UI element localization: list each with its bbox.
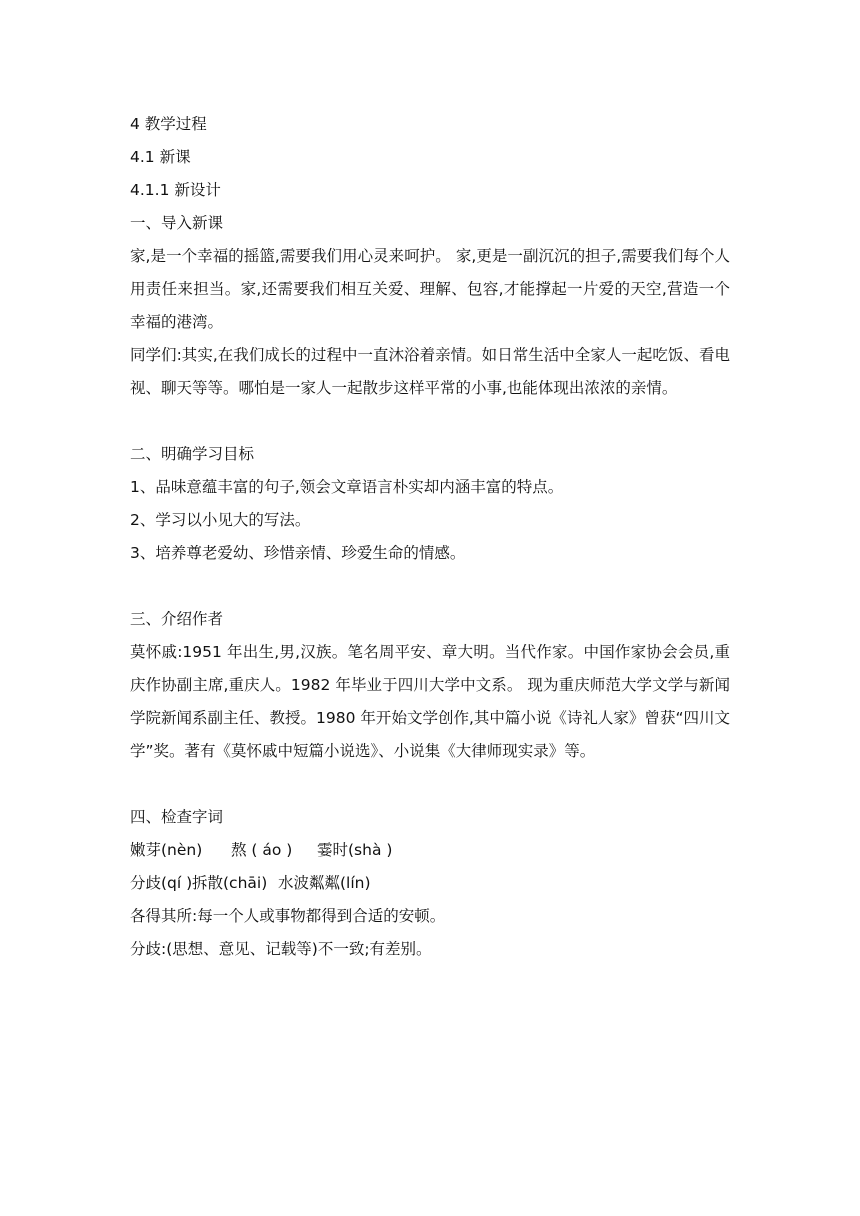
- section-title-vocab: 四、检查字词: [130, 808, 224, 826]
- vocab-item: 嫩芽(nèn): [130, 841, 203, 859]
- spacer: [130, 405, 730, 438]
- intro-paragraph-2: 同学们:其实,在我们成长的过程中一直沐浴着亲情。如日常生活中全家人一起吃饭、看电视、聊天等等。哪怕是一家人一起散步这样平常的小事,也能体现出浓浓的亲情。: [130, 346, 730, 397]
- goal-item: 3、培养尊老爱幼、珍惜亲情、珍爱生命的情感。: [130, 544, 466, 562]
- vocab-definition: 各得其所:每一个人或事物都得到合适的安顿。: [130, 907, 446, 925]
- heading-teaching-process: 4 教学过程: [130, 115, 207, 133]
- heading-new-lesson: 4.1 新课: [130, 148, 191, 166]
- document-body: [130, 108, 730, 966]
- vocab-definition: 分歧:(思想、意见、记载等)不一致;有差别。: [130, 940, 432, 958]
- spacer: [130, 768, 730, 801]
- vocab-item: 拆散(chāi): [192, 874, 268, 892]
- heading-new-design: 4.1.1 新设计: [130, 181, 221, 199]
- vocab-item: 分歧(qí ): [130, 874, 193, 892]
- vocab-item: 水波粼粼(lín): [278, 874, 371, 892]
- section-title-intro: 一、导入新课: [130, 214, 224, 232]
- goal-item: 2、学习以小见大的写法。: [130, 511, 311, 529]
- vocab-row: [130, 834, 730, 867]
- vocab-item: 霎时(shà ): [317, 841, 393, 859]
- intro-paragraph-1: 家,是一个幸福的摇篮,需要我们用心灵来呵护。 家,更是一副沉沉的担子,需要我们每个人用责任来担当。家,还需要我们相互关爱、理解、包容,才能撑起一片爱的天空,营造一个幸福的港湾。: [130, 247, 730, 331]
- goal-item: 1、品味意蕴丰富的句子,领会文章语言朴实却内涵丰富的特点。: [130, 478, 564, 496]
- section-title-author: 三、介绍作者: [130, 610, 224, 628]
- vocab-item: 熬 ( áo ): [231, 841, 293, 859]
- section-title-goals: 二、明确学习目标: [130, 445, 255, 463]
- author-paragraph: 莫怀戚:1951 年出生,男,汉族。笔名周平安、章大明。当代作家。中国作家协会会员,重庆作协副主席,重庆人。1982 年毕业于四川大学中文系。 现为重庆师范大学文学与新闻学院新闻系副主任、教授。1980 年开始文学创作,其中篇小说《诗礼人家》曾获“四川文学”奖。著有《莫怀戚中短篇小说选》、小说集《大律师现实录》等。: [130, 643, 730, 760]
- spacer: [130, 570, 730, 603]
- vocab-row: [130, 867, 730, 900]
